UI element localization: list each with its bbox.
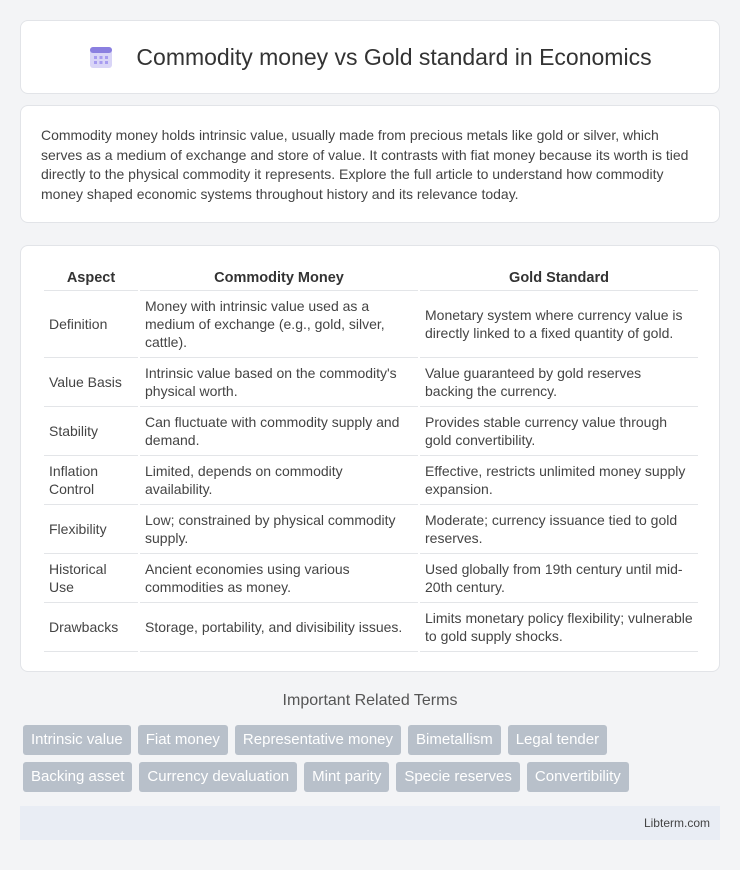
row-aspect: Definition: [44, 291, 138, 358]
row-commodity-money: Limited, depends on commodity availability.: [140, 456, 418, 505]
row-gold-standard: Effective, restricts unlimited money supply expansion.: [420, 456, 698, 505]
header-aspect: Aspect: [44, 266, 138, 291]
row-commodity-money: Storage, portability, and divisibility issues.: [140, 603, 418, 652]
related-terms-tags: [23, 725, 723, 799]
row-gold-standard: Value guaranteed by gold reserves backing the currency.: [420, 358, 698, 407]
footer: [20, 806, 720, 840]
tag-bimetallism[interactable]: Bimetallism: [408, 725, 501, 755]
footer-site-link[interactable]: Libterm.com: [643, 816, 710, 830]
tag-specie-reserves[interactable]: Specie reserves: [396, 762, 520, 792]
table-row: [44, 407, 698, 456]
tag-mint-parity[interactable]: Mint parity: [304, 762, 389, 792]
comparison-table-card: [20, 245, 720, 672]
row-commodity-money: Intrinsic value based on the commodity's physical worth.: [140, 358, 418, 407]
row-commodity-money: Ancient economies using various commodities as money.: [140, 554, 418, 603]
row-aspect: Value Basis: [44, 358, 138, 407]
calendar-icon: [88, 44, 114, 70]
tag-row: [23, 725, 723, 755]
tag-fiat-money[interactable]: Fiat money: [138, 725, 228, 755]
related-terms-title: Important Related Terms: [282, 692, 458, 709]
intro-card: [20, 105, 720, 223]
row-gold-standard: Used globally from 19th century until mid-20th century.: [420, 554, 698, 603]
table-row: [44, 603, 698, 652]
row-aspect: Stability: [44, 407, 138, 456]
header-gold-standard: Gold Standard: [420, 266, 698, 291]
intro-paragraph: Commodity money holds intrinsic value, usually made from precious metals like gold or silver, which serves as a medium of exchange and store of value. It contrasts with fiat money because its worth is tied directly to the physical commodity it represents. Explore the full article to understand how commodity money shaped economic systems throughout history and its relevance today.: [41, 127, 689, 202]
header-commodity-money: Commodity Money: [140, 266, 418, 291]
row-gold-standard: Moderate; currency issuance tied to gold reserves.: [420, 505, 698, 554]
tag-convertibility[interactable]: Convertibility: [527, 762, 629, 792]
tag-legal-tender[interactable]: Legal tender: [508, 725, 607, 755]
tag-representative-money[interactable]: Representative money: [235, 725, 401, 755]
row-aspect: Historical Use: [44, 554, 138, 603]
table-row: [44, 358, 698, 407]
table-row: [44, 505, 698, 554]
row-aspect: Inflation Control: [44, 456, 138, 505]
table-header-row: [44, 266, 698, 291]
row-commodity-money: Can fluctuate with commodity supply and demand.: [140, 407, 418, 456]
comparison-table: [42, 266, 700, 652]
tag-backing-asset[interactable]: Backing asset: [23, 762, 132, 792]
tag-intrinsic-value[interactable]: Intrinsic value: [23, 725, 131, 755]
row-aspect: Drawbacks: [44, 603, 138, 652]
row-gold-standard: Provides stable currency value through gold convertibility.: [420, 407, 698, 456]
table-row: [44, 456, 698, 505]
row-gold-standard: Monetary system where currency value is directly linked to a fixed quantity of gold.: [420, 291, 698, 358]
table-row: [44, 554, 698, 603]
row-gold-standard: Limits monetary policy flexibility; vulnerable to gold supply shocks.: [420, 603, 698, 652]
row-commodity-money: Low; constrained by physical commodity supply.: [140, 505, 418, 554]
title-card: [20, 20, 720, 94]
row-aspect: Flexibility: [44, 505, 138, 554]
tag-row: [23, 762, 723, 792]
row-commodity-money: Money with intrinsic value used as a medium of exchange (e.g., gold, silver, cattle).: [140, 291, 418, 358]
table-row: [44, 291, 698, 358]
tag-currency-devaluation[interactable]: Currency devaluation: [139, 762, 297, 792]
page-title: Commodity money vs Gold standard in Economics: [136, 43, 652, 70]
